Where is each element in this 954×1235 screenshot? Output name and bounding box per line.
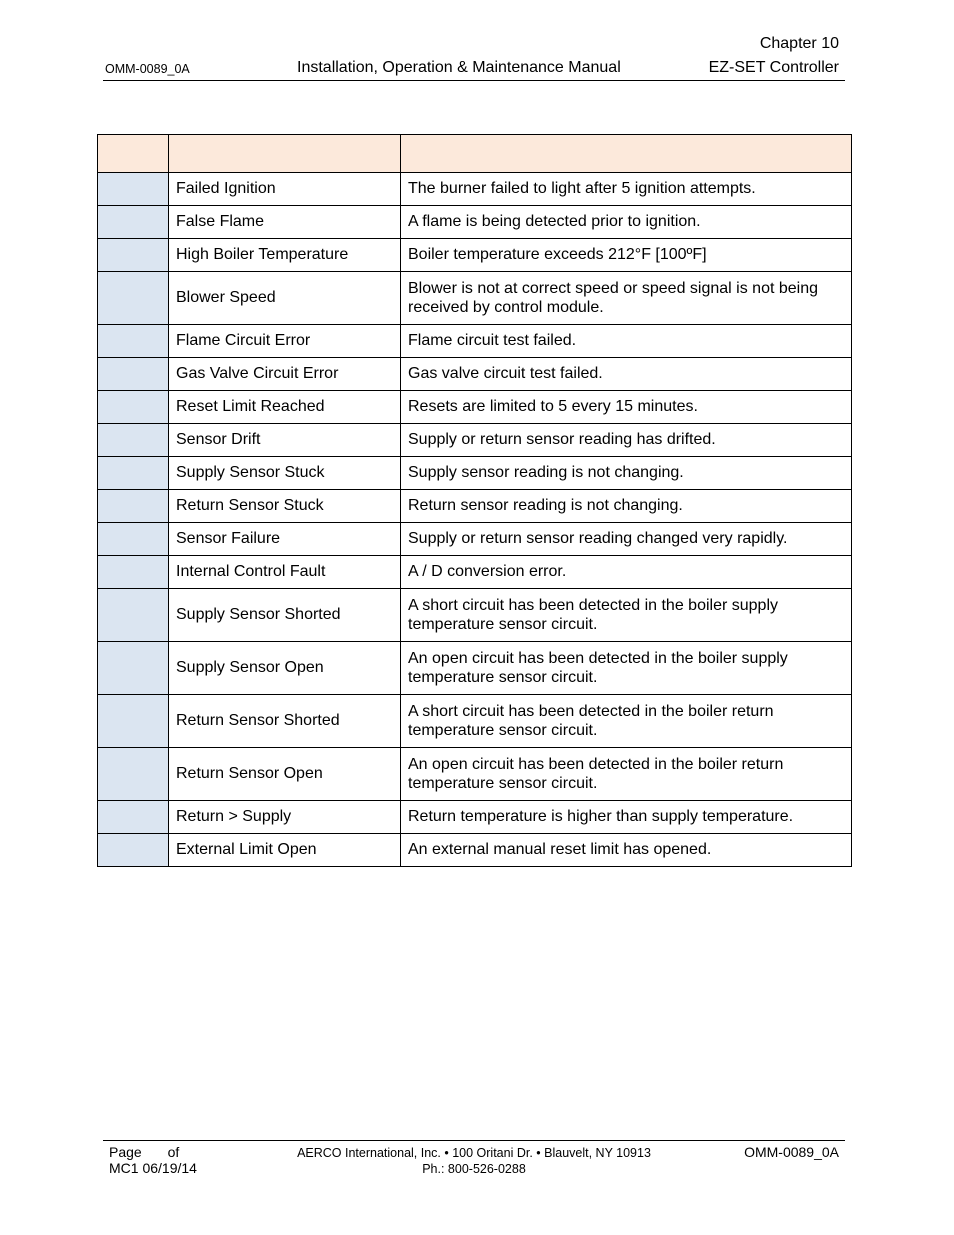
table-row (98, 457, 852, 490)
table-row (98, 424, 852, 457)
fault-description-cell: The burner failed to light after 5 ignition attempts. (401, 173, 852, 206)
company-address-block (291, 1145, 657, 1177)
fault-description-cell: An open circuit has been detected in the boiler return temperature sensor circuit. (401, 748, 852, 801)
table-header-row (98, 135, 852, 173)
fault-description-cell: A short circuit has been detected in the boiler supply temperature sensor circuit. (401, 589, 852, 642)
fault-name-cell: Blower Speed (169, 272, 401, 325)
company-phone: Ph.: 800-526-0288 (422, 1162, 526, 1176)
table-row (98, 748, 852, 801)
fault-description-cell: Return temperature is higher than supply temperature. (401, 801, 852, 834)
table-row (98, 801, 852, 834)
fault-name-cell: External Limit Open (169, 834, 401, 867)
table-row (98, 556, 852, 589)
fault-code-cell (98, 556, 169, 589)
fault-table (97, 134, 852, 867)
fault-name-cell: Return Sensor Stuck (169, 490, 401, 523)
revision-date: MC1 06/19/14 (109, 1160, 197, 1176)
fault-code-cell (98, 272, 169, 325)
table-row (98, 358, 852, 391)
fault-name-cell: Supply Sensor Open (169, 642, 401, 695)
fault-name-cell: Supply Sensor Shorted (169, 589, 401, 642)
table-row (98, 206, 852, 239)
table-row (98, 589, 852, 642)
fault-code-cell (98, 589, 169, 642)
company-address: AERCO International, Inc. • 100 Oritani Dr. • Blauvelt, NY 10913 (297, 1146, 651, 1160)
fault-description-cell: A flame is being detected prior to ignition. (401, 206, 852, 239)
header-cell-fault (169, 135, 401, 173)
table-row (98, 642, 852, 695)
header-cell-description (401, 135, 852, 173)
fault-code-cell (98, 490, 169, 523)
fault-description-cell: Resets are limited to 5 every 15 minutes. (401, 391, 852, 424)
fault-description-cell: Boiler temperature exceeds 212°F [100ºF] (401, 239, 852, 272)
of-label: of (167, 1144, 180, 1160)
fault-name-cell: Gas Valve Circuit Error (169, 358, 401, 391)
table-row (98, 523, 852, 556)
table-row (98, 834, 852, 867)
fault-code-cell (98, 325, 169, 358)
fault-name-cell: Return > Supply (169, 801, 401, 834)
fault-description-cell: A / D conversion error. (401, 556, 852, 589)
fault-code-cell (98, 748, 169, 801)
fault-code-cell (98, 358, 169, 391)
fault-code-cell (98, 457, 169, 490)
fault-description-cell: Supply or return sensor reading has drifted. (401, 424, 852, 457)
fault-name-cell: Internal Control Fault (169, 556, 401, 589)
fault-code-cell (98, 801, 169, 834)
fault-name-cell: Supply Sensor Stuck (169, 457, 401, 490)
fault-description-cell: A short circuit has been detected in the boiler return temperature sensor circuit. (401, 695, 852, 748)
fault-code-cell (98, 173, 169, 206)
header-doc-id: OMM-0089_0A (105, 62, 190, 76)
fault-name-cell: Sensor Drift (169, 424, 401, 457)
fault-name-cell: Flame Circuit Error (169, 325, 401, 358)
fault-description-cell: Gas valve circuit test failed. (401, 358, 852, 391)
fault-code-cell (98, 206, 169, 239)
table-row (98, 272, 852, 325)
manual-title: Installation, Operation & Maintenance Manual (297, 59, 621, 76)
fault-description-cell: Blower is not at correct speed or speed signal is not being received by control module. (401, 272, 852, 325)
table-row (98, 173, 852, 206)
fault-code-cell (98, 523, 169, 556)
fault-name-cell: Reset Limit Reached (169, 391, 401, 424)
fault-code-cell (98, 642, 169, 695)
table-row (98, 391, 852, 424)
fault-code-cell (98, 391, 169, 424)
page-number (109, 1144, 179, 1160)
fault-description-cell: Flame circuit test failed. (401, 325, 852, 358)
fault-code-cell (98, 239, 169, 272)
header-divider (103, 80, 845, 81)
fault-name-cell: Return Sensor Shorted (169, 695, 401, 748)
fault-description-cell: An open circuit has been detected in the boiler supply temperature sensor circuit. (401, 642, 852, 695)
fault-name-cell: False Flame (169, 206, 401, 239)
fault-code-cell (98, 834, 169, 867)
fault-name-cell: Failed Ignition (169, 173, 401, 206)
table-row (98, 695, 852, 748)
section-title: EZ-SET Controller (708, 59, 839, 76)
header-cell-code (98, 135, 169, 173)
fault-name-cell: High Boiler Temperature (169, 239, 401, 272)
table-row (98, 490, 852, 523)
fault-description-cell: An external manual reset limit has opened. (401, 834, 852, 867)
fault-description-cell: Supply sensor reading is not changing. (401, 457, 852, 490)
fault-code-cell (98, 424, 169, 457)
fault-description-cell: Return sensor reading is not changing. (401, 490, 852, 523)
fault-description-cell: Supply or return sensor reading changed very rapidly. (401, 523, 852, 556)
chapter-label: Chapter 10 (759, 35, 839, 52)
fault-name-cell: Sensor Failure (169, 523, 401, 556)
table-row (98, 239, 852, 272)
fault-code-cell (98, 695, 169, 748)
fault-name-cell: Return Sensor Open (169, 748, 401, 801)
footer-doc-id: OMM-0089_0A (744, 1144, 839, 1160)
table-row (98, 325, 852, 358)
page-label: Page (109, 1144, 142, 1160)
footer-divider (103, 1140, 845, 1141)
